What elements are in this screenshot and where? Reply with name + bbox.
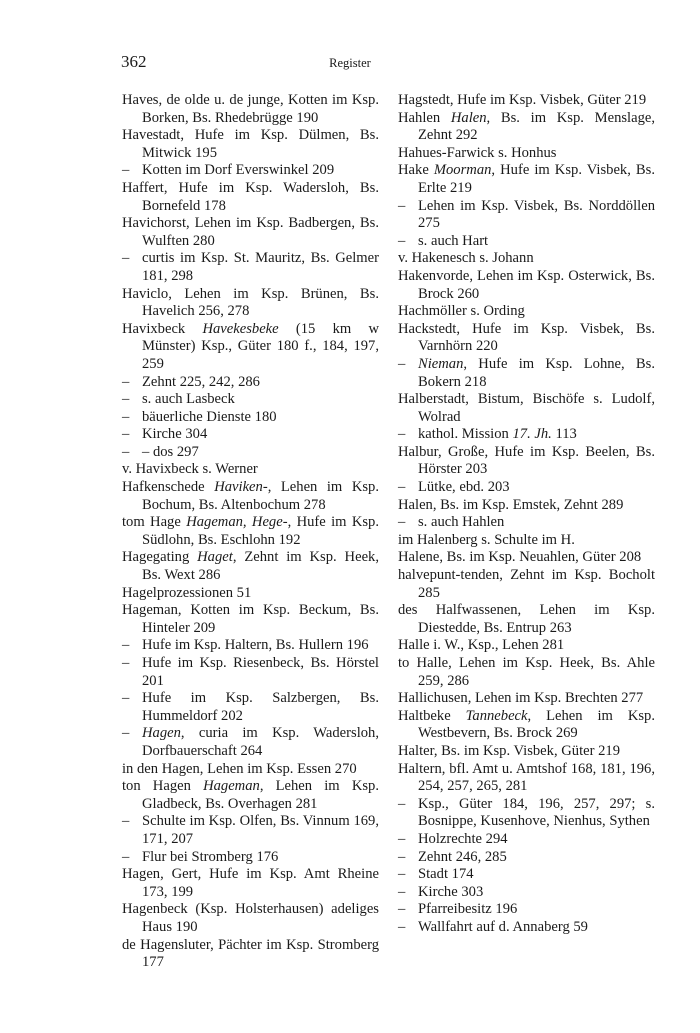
index-subentry <box>398 796 655 831</box>
entry-text: Kotten im Dorf Everswinkel 209 <box>142 162 335 179</box>
index-subentry <box>398 901 655 919</box>
entry-text: Kirche 304 <box>142 426 208 443</box>
entry-text: , Zehnt im Ksp. Heek, Bs. Wext 286 <box>142 549 379 584</box>
index-entry <box>122 549 379 584</box>
entry-text: Haltbeke <box>398 707 466 724</box>
index-subentry <box>122 849 379 867</box>
subentry-dash: – <box>122 426 130 443</box>
index-entry <box>122 180 379 215</box>
entry-variant-name: Havekesbeke <box>202 320 279 337</box>
subentry-dash: – <box>122 813 130 830</box>
entry-text: Hufe im Ksp. Riesenbeck, Bs. Hörstel 201 <box>142 655 379 689</box>
entry-text: Schulte im Ksp. Olfen, Bs. Vinnum 169, 171, 207 <box>142 813 379 847</box>
index-entry <box>122 937 379 972</box>
entry-text: Lütke, ebd. 203 <box>418 479 510 496</box>
index-entry <box>398 637 655 655</box>
index-subentry <box>122 426 379 444</box>
index-column-right <box>398 92 655 937</box>
index-entry <box>398 497 655 515</box>
entry-text: Halle i. W., Ksp., Lehen 281 <box>398 637 565 654</box>
index-entry <box>398 110 655 145</box>
entry-text: Hufe im Ksp. Salzbergen, Bs. Hummeldorf 202 <box>142 690 379 724</box>
entry-text: Haltern, bfl. Amt u. Amtshof 168, 181, 196, 254, 257, 265, 281 <box>398 760 655 795</box>
subentry-dash: – <box>398 426 406 443</box>
entry-text: Lehen im Ksp. Visbek, Bs. Norddöllen 275 <box>418 197 655 232</box>
index-entry <box>398 250 655 268</box>
entry-text: Hafkenschede <box>122 479 215 496</box>
index-subentry <box>398 884 655 902</box>
entry-text: Halbur, Große, Hufe im Ksp. Beelen, Bs. Hörster 203 <box>398 443 655 478</box>
index-entry <box>122 479 379 514</box>
entry-text: , Lehen im Ksp. Gladbeck, Bs. Overhagen 281 <box>142 778 379 812</box>
entry-text: Haviclo, Lehen im Ksp. Brünen, Bs. Havelich 256, 278 <box>122 285 379 320</box>
entry-text: – dos 297 <box>142 443 199 460</box>
entry-variant-name: Haget <box>197 549 233 566</box>
entry-text: , Hufe im Ksp. Südlohn, Bs. Eschlohn 192 <box>142 514 379 548</box>
entry-text: Haves, de olde u. de junge, Kotten im Ksp. Borken, Bs. Rhedebrügge 190 <box>122 92 379 126</box>
index-entry <box>122 761 379 779</box>
entry-text: Hagenbeck (Ksp. Holsterhausen) adeliges Haus 190 <box>122 901 379 935</box>
entry-text: Hallichusen, Lehen im Ksp. Brechten 277 <box>398 690 644 707</box>
subentry-dash: – <box>398 232 406 249</box>
entry-text: Hufe im Ksp. Haltern, Bs. Hullern 196 <box>142 637 369 654</box>
entry-variant-name: Tannebeck <box>465 707 528 724</box>
entry-variant-name: Halen <box>450 109 487 126</box>
entry-variant-name: Hageman <box>203 778 260 795</box>
entry-text: s. auch Lasbeck <box>142 391 235 408</box>
running-head: Register <box>329 56 371 70</box>
entry-text: Hahues-Farwick s. Honhus <box>398 144 557 161</box>
index-entry <box>122 585 379 603</box>
index-entry <box>398 303 655 321</box>
entry-variant-name: Hagen <box>142 725 181 742</box>
entry-text: , Lehen im Ksp. Westbevern, Bs. Brock 269 <box>418 707 655 742</box>
subentry-dash: – <box>122 655 130 671</box>
index-entry <box>398 391 655 426</box>
entry-text: kathol. Mission <box>418 426 513 443</box>
index-subentry <box>398 849 655 867</box>
subentry-dash: – <box>122 391 130 408</box>
entry-text: to Halle, Lehen im Ksp. Heek, Bs. Ahle 259, 286 <box>398 655 655 689</box>
entry-text: , Bs. im Ksp. Menslage, Zehnt 292 <box>418 109 656 144</box>
index-subentry <box>398 479 655 497</box>
entry-text: v. Hakenesch s. Johann <box>398 250 534 267</box>
index-entry <box>398 321 655 356</box>
index-subentry <box>122 391 379 409</box>
entry-text: curtis im Ksp. St. Mauritz, Bs. Gelmer 181, 298 <box>142 250 379 284</box>
subentry-dash: – <box>398 514 406 531</box>
entry-text: Hagelprozessionen 51 <box>122 584 252 601</box>
index-subentry <box>122 374 379 392</box>
entry-variant-name: 17. Jh. <box>512 426 552 443</box>
subentry-dash: – <box>122 250 130 267</box>
subentry-dash: – <box>122 637 130 654</box>
subentry-dash: – <box>398 848 406 865</box>
index-subentry <box>398 831 655 849</box>
entry-text: Halen, Bs. im Ksp. Emstek, Zehnt 289 <box>398 496 624 513</box>
entry-text: ton Hagen <box>122 778 204 795</box>
entry-text: Ksp., Güter 184, 196, 257, 297; s. Bosnippe, Kusenhove, Nienhus, Sythen <box>418 795 655 830</box>
entry-text: Hahlen <box>398 109 451 126</box>
index-entry <box>122 92 379 127</box>
entry-text: tom Hage <box>122 514 187 531</box>
entry-text: Kirche 303 <box>418 883 484 900</box>
index-subentry <box>122 690 379 725</box>
index-entry <box>122 778 379 813</box>
index-subentry <box>398 514 655 532</box>
entry-text: Holzrechte 294 <box>418 830 508 847</box>
subentry-dash: – <box>398 901 406 918</box>
subentry-dash: – <box>122 848 130 865</box>
index-entry <box>398 743 655 761</box>
entry-text: Pfarreibesitz 196 <box>418 901 518 918</box>
index-subentry <box>398 866 655 884</box>
entry-text: bäuerliche Dienste 180 <box>142 408 277 425</box>
entry-text: in den Hagen, Lehen im Ksp. Essen 270 <box>122 760 357 777</box>
index-subentry <box>122 409 379 427</box>
index-entry <box>398 162 655 197</box>
index-subentry <box>122 725 379 760</box>
index-entry <box>398 444 655 479</box>
entry-text: (15 km w Münster) Ksp., Güter 180 f., 184, 197, 259 <box>142 320 379 372</box>
entry-text: Halberstadt, Bistum, Bischöfe s. Ludolf, Wolrad <box>398 391 655 425</box>
index-entry <box>122 215 379 250</box>
index-entry <box>398 708 655 743</box>
entry-text: Havichorst, Lehen im Ksp. Badbergen, Bs. Wulften 280 <box>122 215 379 249</box>
index-entry <box>398 690 655 708</box>
subentry-dash: – <box>122 690 130 707</box>
index-entry <box>398 602 655 637</box>
entry-text: Halter, Bs. im Ksp. Visbek, Güter 219 <box>398 742 621 759</box>
entry-text: 113 <box>551 426 577 443</box>
index-entry <box>122 514 379 549</box>
index-entry <box>398 532 655 550</box>
entry-variant-name: Hageman, Hege- <box>186 514 288 531</box>
entry-text: Hageman, Kotten im Ksp. Beckum, Bs. Hinteler 209 <box>122 602 379 636</box>
subentry-dash: – <box>398 918 406 935</box>
entry-text: Hake <box>398 162 434 179</box>
subentry-dash: – <box>122 725 130 742</box>
entry-text: Stadt 174 <box>418 866 474 883</box>
index-entry <box>398 761 655 796</box>
index-entry <box>122 901 379 936</box>
index-entry <box>122 286 379 321</box>
entry-text: s. auch Hart <box>418 232 489 249</box>
subentry-dash: – <box>398 355 406 372</box>
index-subentry <box>398 198 655 233</box>
entry-text: Hagstedt, Hufe im Ksp. Visbek, Güter 219 <box>398 92 647 108</box>
entry-text: Haffert, Hufe im Ksp. Wadersloh, Bs. Bornefeld 178 <box>122 179 379 214</box>
entry-text: v. Havixbeck s. Werner <box>122 461 258 478</box>
entry-text: , Hufe im Ksp. Visbek, Bs. Erlte 219 <box>418 162 655 196</box>
entry-text: Hakenvorde, Lehen im Ksp. Osterwick, Bs. Brock 260 <box>398 267 655 302</box>
index-subentry <box>398 233 655 251</box>
subentry-dash: – <box>122 373 130 390</box>
entry-text: Hackstedt, Hufe im Ksp. Visbek, Bs. Varnhörn 220 <box>398 320 655 355</box>
subentry-dash: – <box>398 830 406 847</box>
index-subentry <box>122 637 379 655</box>
entry-variant-name: Moorman <box>433 162 492 179</box>
entry-text: Halene, Bs. im Ksp. Neuahlen, Güter 208 <box>398 549 642 566</box>
index-entry <box>122 127 379 162</box>
index-entry <box>122 321 379 374</box>
entry-text: s. auch Hahlen <box>418 514 505 531</box>
index-entry <box>398 655 655 690</box>
entry-variant-name: Nieman <box>418 355 464 372</box>
index-entry <box>122 602 379 637</box>
index-subentry <box>398 426 655 444</box>
index-entry <box>398 549 655 567</box>
index-subentry <box>122 250 379 285</box>
subentry-dash: – <box>398 883 406 900</box>
index-entry <box>398 268 655 303</box>
entry-text: de Hagensluter, Pächter im Ksp. Stromberg 177 <box>122 936 379 971</box>
index-entry <box>122 866 379 901</box>
index-entry <box>398 145 655 163</box>
index-entry <box>398 92 655 110</box>
subentry-dash: – <box>122 408 130 425</box>
subentry-dash: – <box>122 162 130 179</box>
entry-text: des Halfwassenen, Lehen im Ksp. Diestedde, Bs. Entrup 263 <box>398 602 655 636</box>
subentry-dash: – <box>122 443 130 460</box>
index-subentry <box>122 444 379 462</box>
index-subentry <box>122 162 379 180</box>
subentry-dash: – <box>398 795 406 812</box>
index-entry <box>398 567 655 602</box>
entry-text: halvepunt-tenden, Zehnt im Ksp. Bocholt 285 <box>398 567 655 601</box>
index-subentry <box>122 655 379 690</box>
entry-text: Hachmöller s. Ording <box>398 303 525 320</box>
entry-text: Zehnt 246, 285 <box>418 848 507 865</box>
entry-text: , Lehen im Ksp. Bochum, Bs. Altenbochum 278 <box>142 479 379 513</box>
page-number: 362 <box>121 52 147 71</box>
entry-text: Havestadt, Hufe im Ksp. Dülmen, Bs. Mitwick 195 <box>122 127 379 161</box>
entry-text: Wallfahrt auf d. Annaberg 59 <box>418 918 588 935</box>
index-subentry <box>398 919 655 937</box>
entry-text: Zehnt 225, 242, 286 <box>142 373 260 390</box>
index-entry <box>122 461 379 479</box>
index-column-left <box>122 92 379 972</box>
entry-text: Flur bei Stromberg 176 <box>142 848 279 865</box>
entry-text: , curia im Ksp. Wadersloh, Dorfbauerschaft 264 <box>142 725 379 759</box>
index-subentry <box>122 813 379 848</box>
subentry-dash: – <box>398 197 406 214</box>
subentry-dash: – <box>398 866 406 883</box>
index-subentry <box>398 356 655 391</box>
entry-text: , Hufe im Ksp. Lohne, Bs. Bokern 218 <box>418 355 655 390</box>
entry-text: Havixbeck <box>122 320 203 337</box>
subentry-dash: – <box>398 479 406 496</box>
entry-text: im Halenberg s. Schulte im H. <box>398 531 575 548</box>
entry-text: Hagen, Gert, Hufe im Ksp. Amt Rheine 173, 199 <box>122 866 379 900</box>
entry-variant-name: Haviken- <box>214 479 268 496</box>
entry-text: Hagegating <box>122 549 198 566</box>
